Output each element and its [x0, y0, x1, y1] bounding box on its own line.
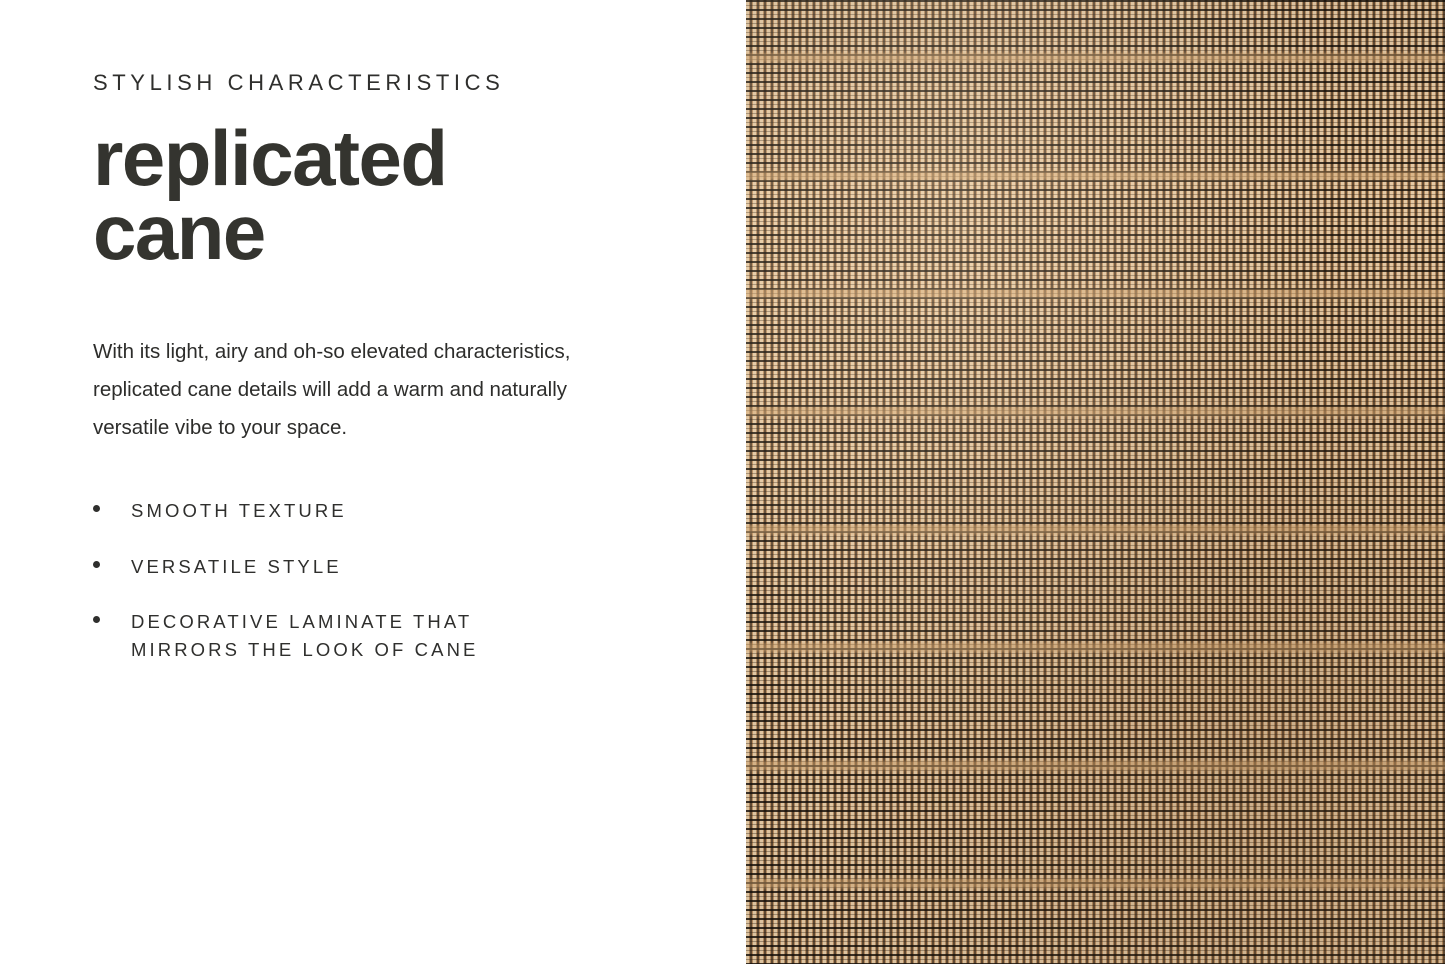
- body-paragraph: With its light, airy and oh-so elevated characteristics, replicated cane details will add a warm and naturally versatile vibe to your space.: [93, 340, 571, 440]
- weave-shading-overlay: [746, 0, 1445, 964]
- eyebrow-label: STYLISH CHARACTERISTICS: [93, 70, 505, 95]
- list-item: [93, 497, 663, 525]
- list-item-label: SMOOTH TEXTURE: [131, 500, 347, 522]
- page-title-line-2: cane: [93, 187, 265, 276]
- bullet-dot-icon: [93, 505, 100, 512]
- list-item: [93, 608, 663, 664]
- list-item-label: DECORATIVE LAMINATE THAT MIRRORS THE LOOK OF CANE: [131, 610, 479, 660]
- panel-divider: [746, 0, 747, 964]
- page-title: [93, 114, 663, 276]
- list-item-label: VERSATILE STYLE: [131, 555, 342, 577]
- feature-list: [93, 497, 663, 663]
- page-title-line-1: replicated: [93, 114, 447, 203]
- text-content: [93, 70, 663, 664]
- bullet-dot-icon: [93, 561, 100, 568]
- bullet-dot-icon: [93, 616, 100, 623]
- list-item: [93, 553, 663, 581]
- cane-texture-image: [746, 0, 1445, 964]
